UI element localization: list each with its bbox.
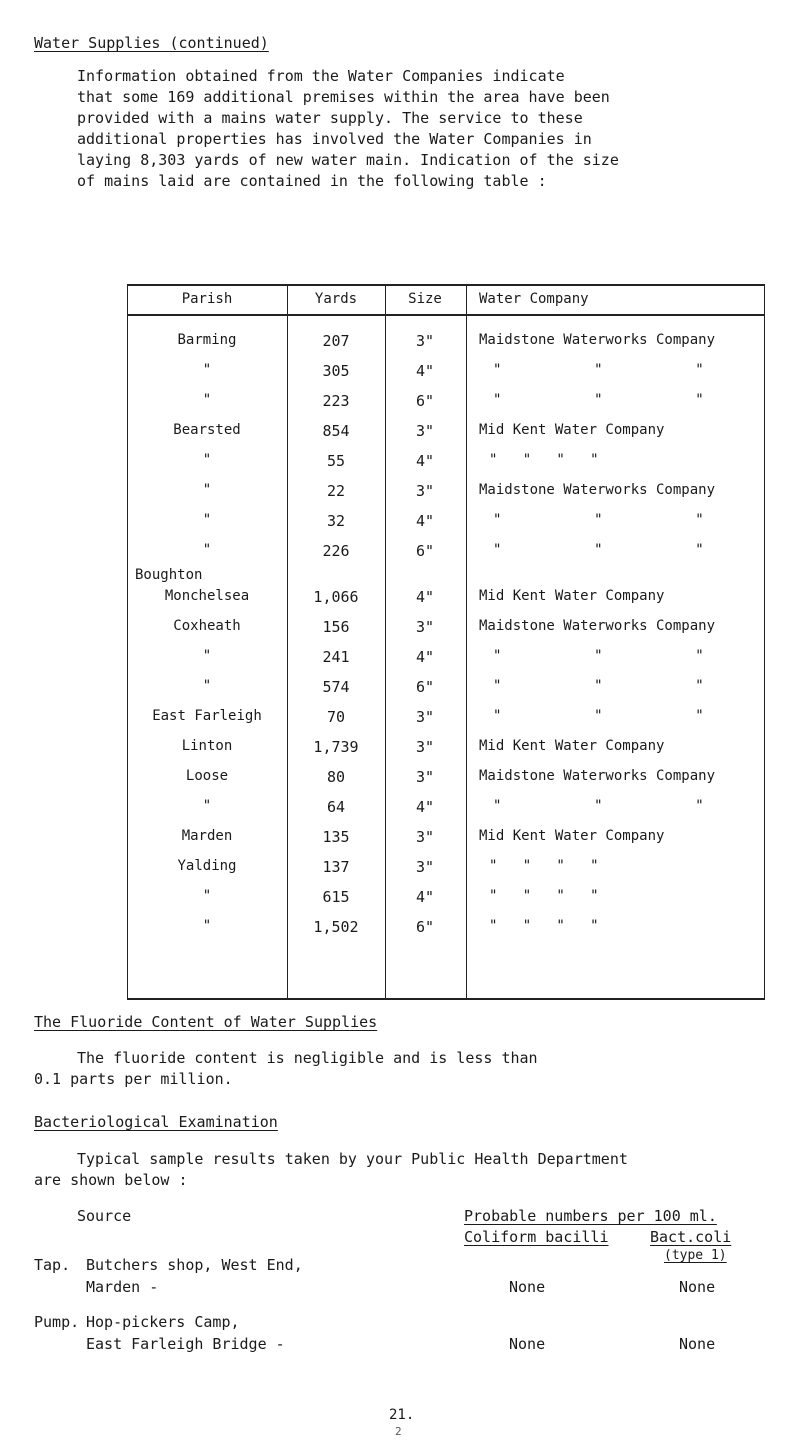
col-bactcoli-header: Bact.coli [650, 1228, 732, 1246]
table-row-company: Mid Kent Water Company [479, 828, 665, 844]
table-row-parish: " [202, 392, 212, 408]
table-row-size: 4" [415, 888, 435, 906]
header-water-company: Water Company [479, 291, 589, 307]
table-row-yards: 135 [322, 828, 350, 846]
table-row-company: Maidstone Waterworks Company [479, 768, 716, 784]
bacteriological-line: are shown below : [34, 1171, 188, 1189]
table-row-parish: Linton [181, 738, 233, 754]
table-row-size: 6" [415, 392, 435, 410]
table-row-size: 4" [415, 648, 435, 666]
table-row-parish: " [202, 798, 212, 814]
header-yards: Yards [314, 291, 358, 307]
table-row-parish: Marden [181, 828, 233, 844]
table-row-parish: " [202, 482, 212, 498]
table-row-yards: 1,502 [313, 918, 359, 936]
page-number: 21. [389, 1407, 415, 1423]
sample-bactcoli-value: None [679, 1335, 716, 1353]
table-top-border [127, 284, 765, 286]
table-row-company: " " " [493, 392, 704, 408]
table-row-company: " " " " [489, 918, 599, 934]
table-row-yards: 305 [322, 362, 350, 380]
table-row-size: 3" [415, 858, 435, 876]
table-row-company: " " " " [489, 888, 599, 904]
water-mains-table [127, 284, 765, 1000]
sample-bactcoli-value: None [679, 1278, 716, 1296]
header-size: Size [408, 291, 442, 307]
table-row-parish-line1: Boughton [135, 567, 203, 583]
header-bottom-border [127, 314, 765, 316]
table-row-company: Mid Kent Water Company [479, 738, 665, 754]
table-row-company: " " " [493, 798, 704, 814]
table-row-yards: 226 [322, 542, 350, 560]
table-row-parish: Bearsted [173, 422, 241, 438]
table-row-size: 3" [415, 738, 435, 756]
sample-source-line1: Butchers shop, West End, [86, 1256, 303, 1274]
intro-line: provided with a mains water supply. The service to these [77, 109, 583, 127]
table-row-parish: Loose [185, 768, 229, 784]
col-divider-company [466, 284, 467, 1000]
table-row-size: 4" [415, 588, 435, 606]
table-row-company: " " " " [489, 858, 599, 874]
table-row-yards: 207 [322, 332, 350, 350]
intro-line: additional properties has involved the Water Companies in [77, 130, 592, 148]
table-row-yards: 156 [322, 618, 350, 636]
col-type-header: (type 1) [664, 1248, 727, 1263]
table-row-yards: 241 [322, 648, 350, 666]
table-row-size: 6" [415, 678, 435, 696]
table-row-size: 4" [415, 362, 435, 380]
sample-prefix: Pump. [34, 1313, 80, 1331]
table-row-yards: 1,739 [313, 738, 359, 756]
col-probable-header: Probable numbers per 100 ml. [464, 1207, 717, 1225]
table-row-parish: Barming [177, 332, 237, 348]
table-bottom-border [127, 998, 765, 1000]
sample-source-line1: Hop-pickers Camp, [86, 1313, 240, 1331]
table-row-company: Maidstone Waterworks Company [479, 332, 716, 348]
table-row-parish: " [202, 452, 212, 468]
table-row-company: Maidstone Waterworks Company [479, 482, 716, 498]
table-row-parish: " [202, 888, 212, 904]
fluoride-line: 0.1 parts per million. [34, 1070, 233, 1088]
table-row-size: 3" [415, 828, 435, 846]
table-row-company: Maidstone Waterworks Company [479, 618, 716, 634]
table-row-yards: 854 [322, 422, 350, 440]
table-row-yards: 64 [326, 798, 346, 816]
table-row-size: 4" [415, 798, 435, 816]
bacteriological-line: Typical sample results taken by your Public Health Department [77, 1150, 628, 1168]
table-row-company: " " " [493, 512, 704, 528]
table-row-parish: " [202, 542, 212, 558]
table-row-yards: 137 [322, 858, 350, 876]
table-row-company: " " " [493, 678, 704, 694]
table-row-parish: " [202, 362, 212, 378]
table-row-yards: 574 [322, 678, 350, 696]
table-row-size: 3" [415, 618, 435, 636]
sample-source-line2: East Farleigh Bridge - [86, 1335, 285, 1353]
fluoride-paragraph [34, 1048, 538, 1090]
table-row-parish: " [202, 512, 212, 528]
sample-coliform-value: None [509, 1335, 546, 1353]
table-row-size: 6" [415, 918, 435, 936]
table-row-size: 3" [415, 332, 435, 350]
table-row-parish: Yalding [177, 858, 237, 874]
table-row-company: Mid Kent Water Company [479, 422, 665, 438]
table-row-size: 6" [415, 542, 435, 560]
table-row-company: " " " [493, 648, 704, 664]
sample-coliform-value: None [509, 1278, 546, 1296]
col-coliform-header: Coliform bacilli [464, 1228, 609, 1246]
table-row-size: 3" [415, 708, 435, 726]
table-row-yards: 55 [326, 452, 346, 470]
table-row-size: 3" [415, 768, 435, 786]
header-parish: Parish [181, 291, 233, 307]
table-row-parish: " [202, 678, 212, 694]
table-row-company: " " " [493, 542, 704, 558]
table-row-size: 4" [415, 452, 435, 470]
table-row-parish-line2: Monchelsea [164, 588, 250, 604]
table-row-parish: East Farleigh [152, 708, 262, 724]
page-mark: 2 [395, 1425, 402, 1438]
table-row-yards: 32 [326, 512, 346, 530]
table-row-company: " " " [493, 708, 704, 724]
fluoride-title: The Fluoride Content of Water Supplies [34, 1013, 378, 1031]
table-row-size: 4" [415, 512, 435, 530]
table-row-yards: 1,066 [313, 588, 359, 606]
intro-line: Information obtained from the Water Companies indicate [77, 67, 565, 85]
bacteriological-paragraph [34, 1149, 628, 1191]
table-row-yards: 70 [326, 708, 346, 726]
col-source-header: Source [77, 1207, 132, 1225]
section-title: Water Supplies (continued) [34, 34, 269, 52]
table-row-yards: 223 [322, 392, 350, 410]
table-row-parish: Coxheath [173, 618, 241, 634]
table-row-yards: 615 [322, 888, 350, 906]
sample-prefix: Tap. [34, 1256, 71, 1274]
table-row-size: 3" [415, 422, 435, 440]
table-row-company: Mid Kent Water Company [479, 588, 665, 604]
table-row-yards: 80 [326, 768, 346, 786]
intro-line: laying 8,303 yards of new water main. Indication of the size [77, 151, 619, 169]
intro-line: that some 169 additional premises within the area have been [77, 88, 610, 106]
table-row-size: 3" [415, 482, 435, 500]
intro-line: of mains laid are contained in the following table : [77, 172, 547, 190]
intro-paragraph [77, 66, 619, 192]
sample-source-line2: Marden - [86, 1278, 159, 1296]
table-row-company: " " " " [489, 452, 599, 468]
table-row-yards: 22 [326, 482, 346, 500]
fluoride-line: The fluoride content is negligible and is less than [77, 1049, 538, 1067]
bacteriological-title: Bacteriological Examination [34, 1113, 278, 1131]
table-row-parish: " [202, 918, 212, 934]
table-row-company: " " " [493, 362, 704, 378]
table-row-parish: " [202, 648, 212, 664]
